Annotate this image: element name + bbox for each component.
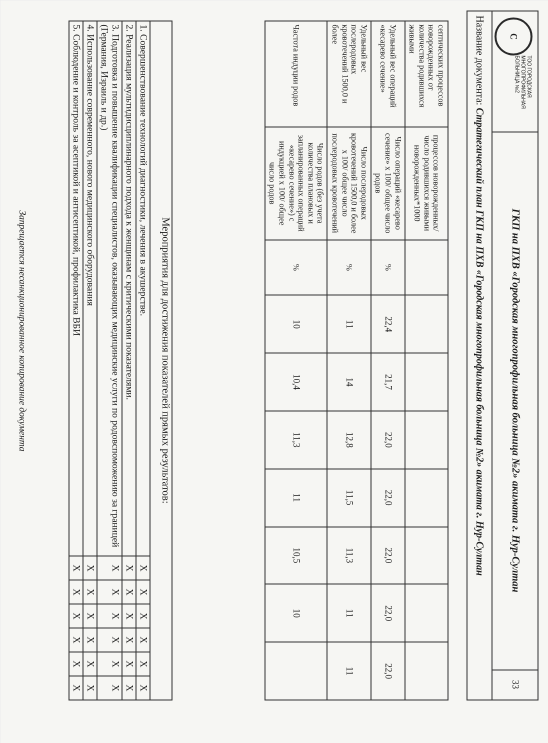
action-mark: X xyxy=(97,628,122,652)
indicator-value: 22,0 xyxy=(370,526,404,584)
action-mark: X xyxy=(122,651,136,675)
action-row xyxy=(122,21,136,700)
indicator-formula: Число родов (без учета количества плановых и запланированных операций «кесарево сечение») с индукцией х 100/ общее число родов xyxy=(264,126,327,239)
action-row xyxy=(136,21,150,700)
action-mark: X xyxy=(83,675,97,699)
action-mark: X xyxy=(83,651,97,675)
indicators-table xyxy=(264,20,448,700)
action-mark: X xyxy=(136,604,150,628)
actions-heading: Мероприятия для достижения показателей прямых результатов: xyxy=(150,21,172,700)
indicator-row xyxy=(327,21,370,700)
action-mark: X xyxy=(136,675,150,699)
indicator-value: 14 xyxy=(327,353,370,411)
action-row xyxy=(69,21,83,700)
indicator-value: 10,5 xyxy=(264,526,327,584)
indicator-row xyxy=(264,21,327,700)
indicator-value: 10 xyxy=(264,295,327,353)
indicator-name: Частота индуции родов xyxy=(264,21,327,127)
indicator-name: Удельный вес послеродовых кровотечений 1500,0 и более xyxy=(327,21,370,127)
header-title: ГКП на ПХВ «Городская многопрофильная больница №2» акимата г. Нур-Султан xyxy=(492,131,537,670)
indicator-value: 10,4 xyxy=(264,353,327,411)
indicator-formula: Число послеродовых кровотечений 1500,0 и более х 100/ общее число послеродовых кровотечений xyxy=(327,126,370,239)
action-mark: X xyxy=(83,556,97,580)
indicator-value: 11,3 xyxy=(264,410,327,468)
indicator-value: 12,8 xyxy=(327,410,370,468)
action-text: 3. Подготовка и повышение квалификации специалистов, оказывающих медицинские услуги по родовспоможению за границей (Германия, Израиль и др.) xyxy=(97,21,122,556)
indicator-value xyxy=(404,642,447,700)
action-mark: X xyxy=(69,628,83,652)
action-mark: X xyxy=(97,580,122,604)
document-name-label: Название документа: xyxy=(473,15,484,105)
indicator-value xyxy=(404,468,447,526)
indicator-unit: % xyxy=(264,239,327,295)
indicator-value: 11 xyxy=(327,295,370,353)
document-name-value: Стратегический план ГКП на ПХВ «Городская многопрофильная больница №2» акимата г. Нур-Султан xyxy=(473,107,484,576)
indicator-value xyxy=(264,642,327,700)
copyright-footer: Запрещается несанкционированное копирование документа xyxy=(16,210,26,451)
indicator-unit: % xyxy=(327,239,370,295)
indicator-name: септических процессов новорожденных от количества родившихся живыми xyxy=(404,21,447,127)
action-mark: X xyxy=(97,604,122,628)
indicator-value xyxy=(404,584,447,642)
action-mark: X xyxy=(69,580,83,604)
action-mark: X xyxy=(136,628,150,652)
action-mark: X xyxy=(122,604,136,628)
actions-table xyxy=(68,20,172,700)
action-text: 5. Соблюдение и контроль за асептикой и антисептикой, профилактика ВБИ xyxy=(69,21,83,556)
hospital-logo: С xyxy=(494,17,532,55)
action-mark: X xyxy=(97,651,122,675)
indicator-value: 11 xyxy=(327,642,370,700)
indicator-value: 10 xyxy=(264,584,327,642)
document-header xyxy=(466,10,538,700)
action-row xyxy=(97,21,122,700)
actions-heading-row xyxy=(150,21,172,700)
indicator-value: 22,0 xyxy=(370,410,404,468)
indicator-value: 21,7 xyxy=(370,353,404,411)
action-mark: X xyxy=(122,675,136,699)
indicator-value: 11 xyxy=(327,584,370,642)
action-mark: X xyxy=(97,675,122,699)
indicator-unit: % xyxy=(370,239,404,295)
indicator-value xyxy=(404,295,447,353)
indicator-value: 11 xyxy=(264,468,327,526)
action-mark: X xyxy=(69,675,83,699)
indicator-value xyxy=(404,353,447,411)
indicator-row xyxy=(370,21,404,700)
action-mark: X xyxy=(83,628,97,652)
action-mark: X xyxy=(136,580,150,604)
action-mark: X xyxy=(136,651,150,675)
indicator-name: Удельный вес операций «кесарево сечение» xyxy=(370,21,404,127)
indicator-value: 11,3 xyxy=(327,526,370,584)
indicator-value: 22,0 xyxy=(370,584,404,642)
indicator-row xyxy=(404,21,447,700)
action-mark: X xyxy=(69,651,83,675)
document-name-row xyxy=(467,11,492,699)
action-mark: X xyxy=(97,556,122,580)
action-mark: X xyxy=(69,556,83,580)
indicator-formula: Число операций «кесарево сечение» х 100/ общее число родов xyxy=(370,126,404,239)
page-number: 33 xyxy=(510,679,520,689)
indicator-value xyxy=(404,410,447,468)
action-mark: X xyxy=(122,580,136,604)
action-text: 1. Совершенствование технологий диагностики, лечения в акушерстве. xyxy=(136,21,150,556)
organization-name: ТОО ГОРОДСКАЯ МНОГОПРОФИЛЬНАЯ БОЛЬНИЦА №2 xyxy=(513,55,531,109)
logo-block xyxy=(492,11,537,132)
indicator-value: 22,0 xyxy=(370,468,404,526)
indicator-value: 22,4 xyxy=(370,295,404,353)
indicator-value xyxy=(404,526,447,584)
action-row xyxy=(83,21,97,700)
indicator-value: 11,5 xyxy=(327,468,370,526)
indicator-value: 22,0 xyxy=(370,642,404,700)
action-text: 2. Реализация мультидисциплинарного подхода к женщинам с критическими показателями. xyxy=(122,21,136,556)
action-mark: X xyxy=(122,556,136,580)
indicator-formula: процессов новорожденных/ число родившихся живыми новорожденных*1000 xyxy=(404,126,447,239)
action-mark: X xyxy=(83,604,97,628)
indicator-unit xyxy=(404,239,447,295)
action-mark: X xyxy=(69,604,83,628)
action-mark: X xyxy=(136,556,150,580)
action-mark: X xyxy=(122,628,136,652)
action-text: 4. Использование современного, нового медицинского оборудования xyxy=(83,21,97,556)
action-mark: X xyxy=(83,580,97,604)
